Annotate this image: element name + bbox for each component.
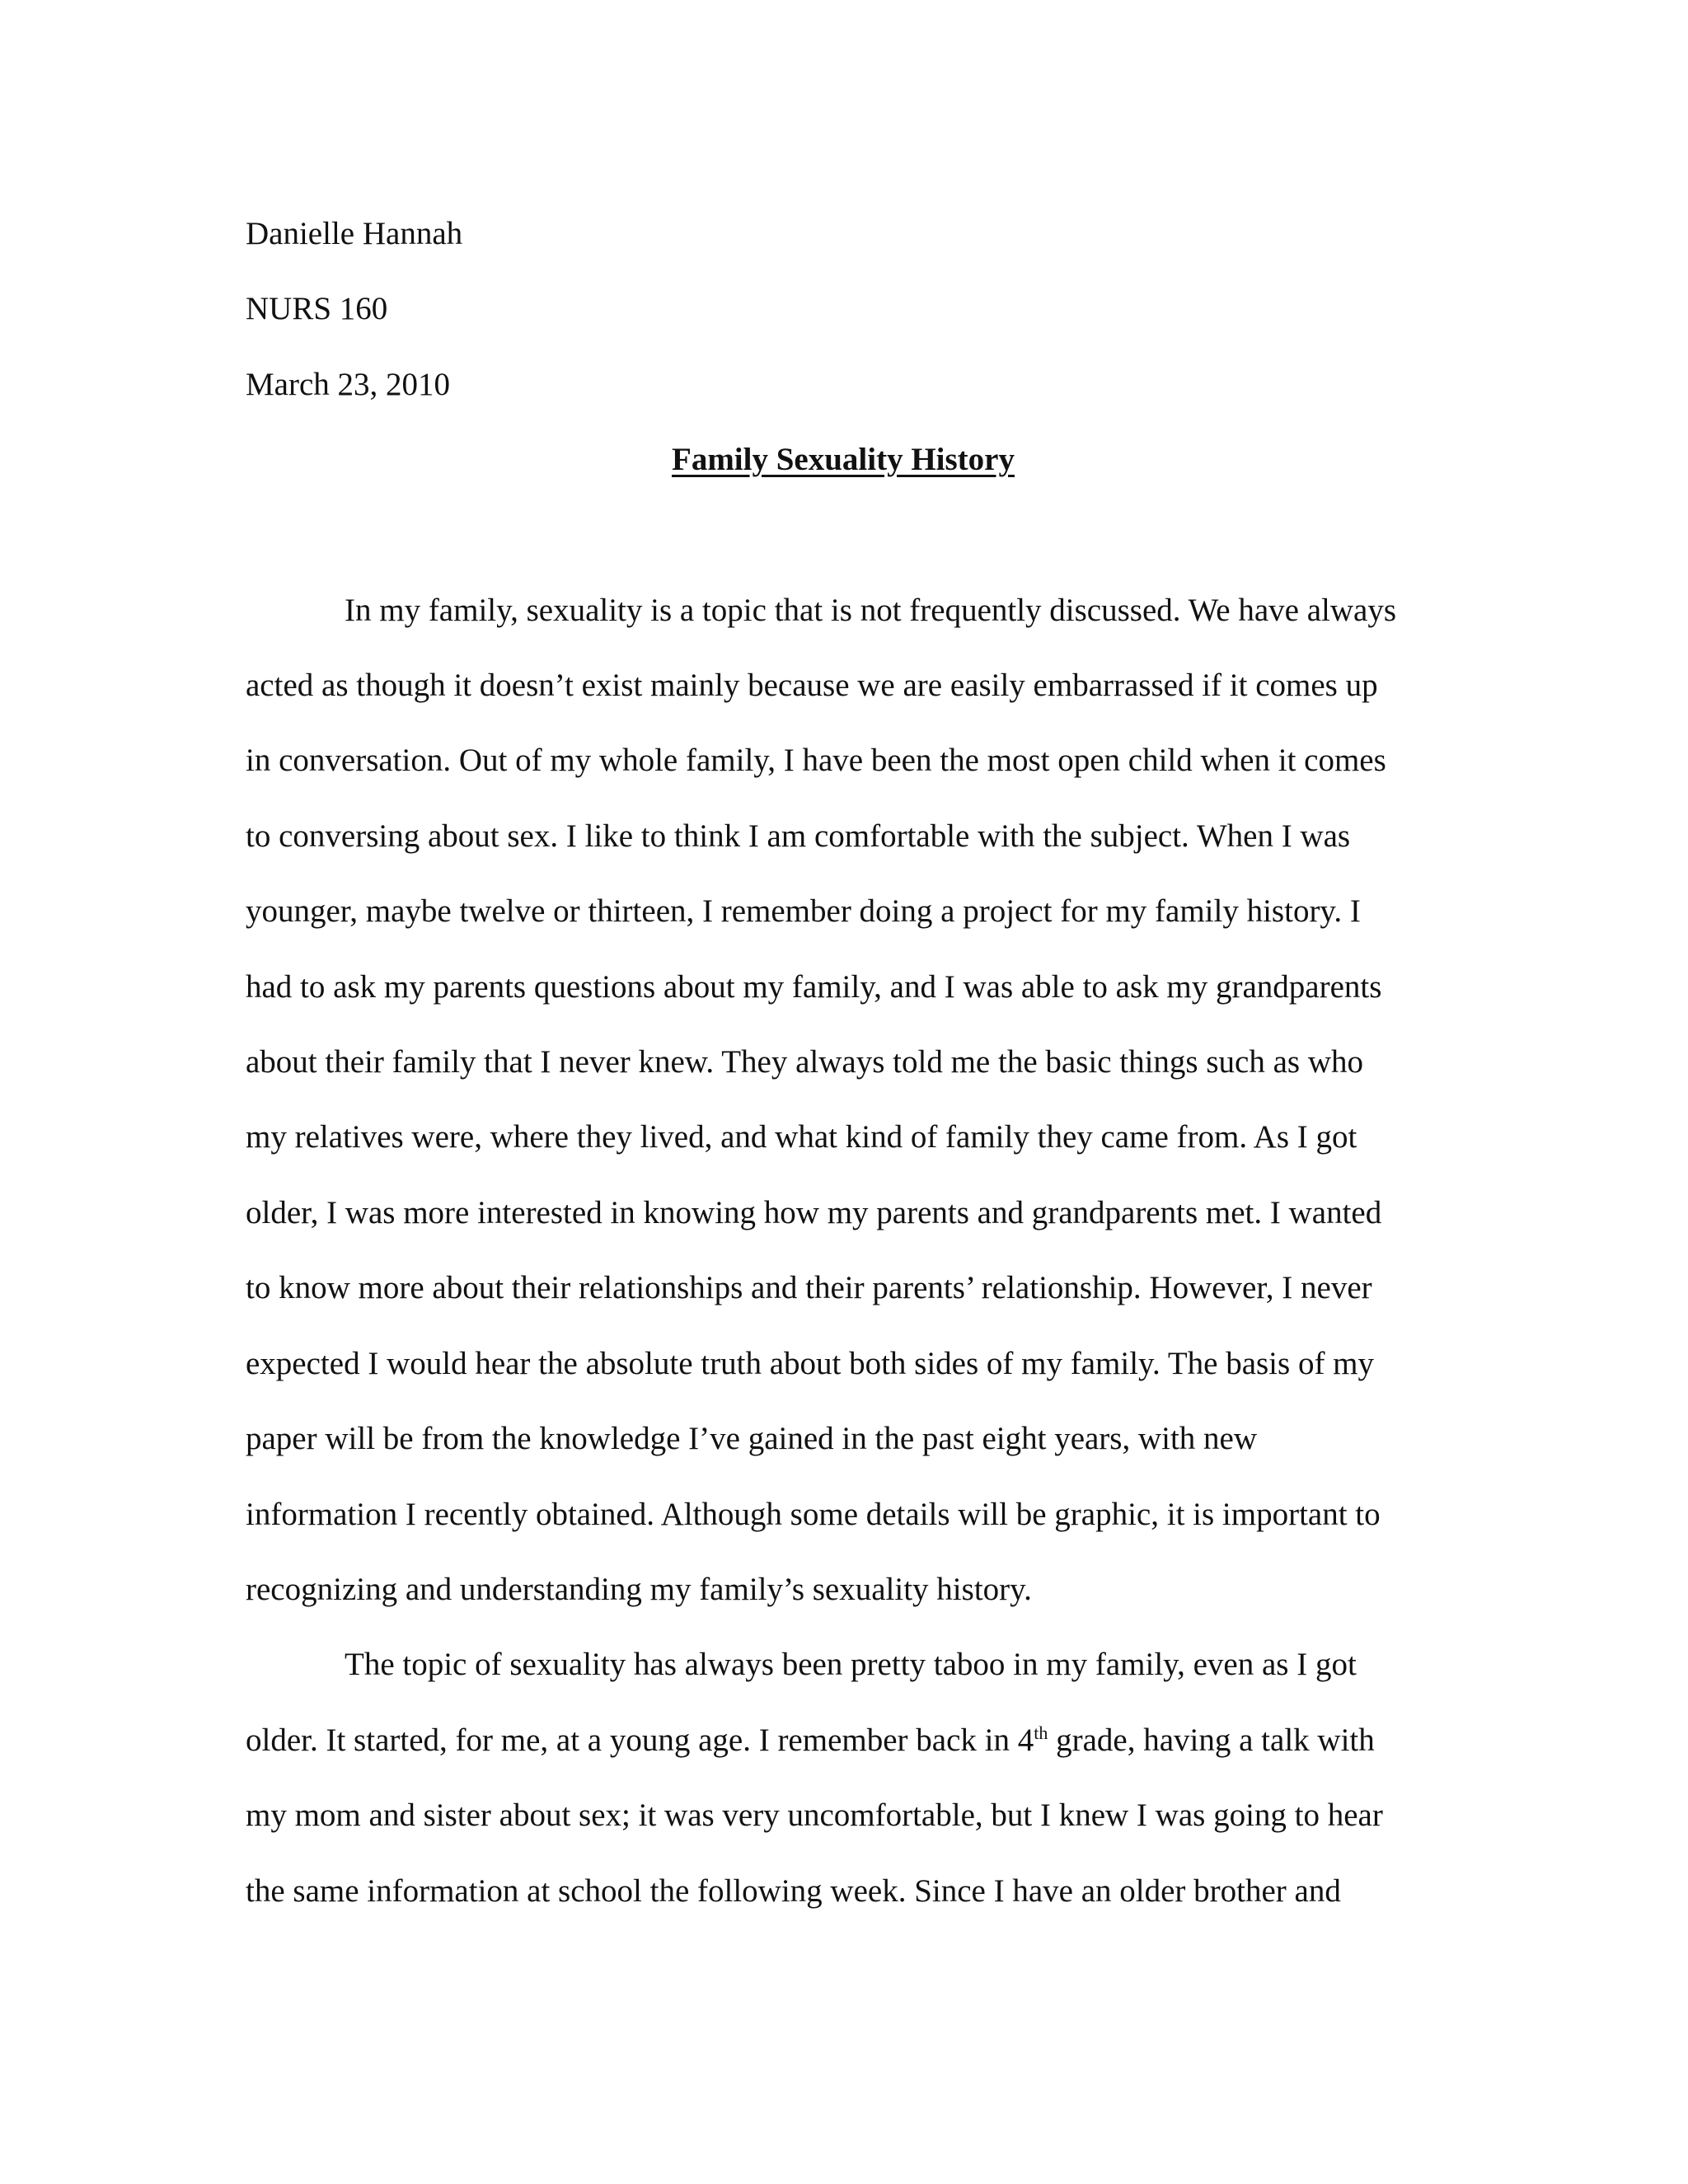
paragraph-line: my relatives were, where they lived, and what kind of family they came from. As I got: [246, 1119, 1357, 1155]
paragraph-text: The topic of sexuality has always been pretty taboo in my family, even as I got: [345, 1647, 1357, 1683]
paragraph-text: In my family, sexuality is a topic that is not frequently discussed. We have always: [345, 592, 1396, 628]
paragraph-line: recognizing and understanding my family’s sexuality history.: [246, 1571, 1032, 1607]
paragraph-line: in conversation. Out of my whole family, I have been the most open child when it comes: [246, 743, 1386, 779]
paragraph-line: expected I would hear the absolute truth about both sides of my family. The basis of my: [246, 1345, 1375, 1381]
paragraph-line: had to ask my parents questions about my family, and I was able to ask my grandparents: [246, 968, 1382, 1005]
paragraph-line: [246, 573, 1441, 648]
document-title: Family Sexuality History: [672, 442, 1015, 478]
course-code: NURS 160: [246, 291, 388, 327]
paragraph-line: my mom and sister about sex; it was very uncomfortable, but I knew I was going to hear: [246, 1797, 1383, 1834]
paragraph-line: younger, maybe twelve or thirteen, I remember doing a project for my family history. I: [246, 893, 1361, 930]
paragraph-line: to know more about their relationships and their parents’ relationship. However, I never: [246, 1270, 1372, 1306]
paragraph-line: about their family that I never knew. They always told me the basic things such as who: [246, 1044, 1363, 1080]
paragraph-line: paper will be from the knowledge I’ve gained in the past eight years, with new: [246, 1421, 1258, 1457]
paragraph-line: older, I was more interested in knowing how my parents and grandparents met. I wanted: [246, 1194, 1382, 1230]
paragraph-line: to conversing about sex. I like to think I am comfortable with the subject. When I was: [246, 818, 1351, 854]
ordinal-superscript: th: [1034, 1722, 1048, 1743]
paragraph-line: information I recently obtained. Although some details will be graphic, it is important to: [246, 1496, 1381, 1532]
document-body: [246, 196, 1441, 1929]
paragraph-line: the same information at school the following week. Since I have an older brother and: [246, 1872, 1341, 1909]
paragraph-2: [246, 1627, 1441, 1929]
paragraph-line: [246, 1627, 1441, 1702]
date-line: March 23, 2010: [246, 366, 451, 402]
paragraph-text: older. It started, for me, at a young age. I remember back in 4: [246, 1722, 1034, 1758]
paragraph-1: [246, 573, 1441, 1628]
spacer: [246, 498, 1441, 573]
paragraph-line: acted as though it doesn’t exist mainly because we are easily embarrassed if it comes up: [246, 668, 1378, 704]
author-name: Danielle Hannah: [246, 216, 463, 251]
paragraph-text: grade, having a talk with: [1048, 1722, 1375, 1758]
paragraph-line: [246, 1703, 1441, 1778]
